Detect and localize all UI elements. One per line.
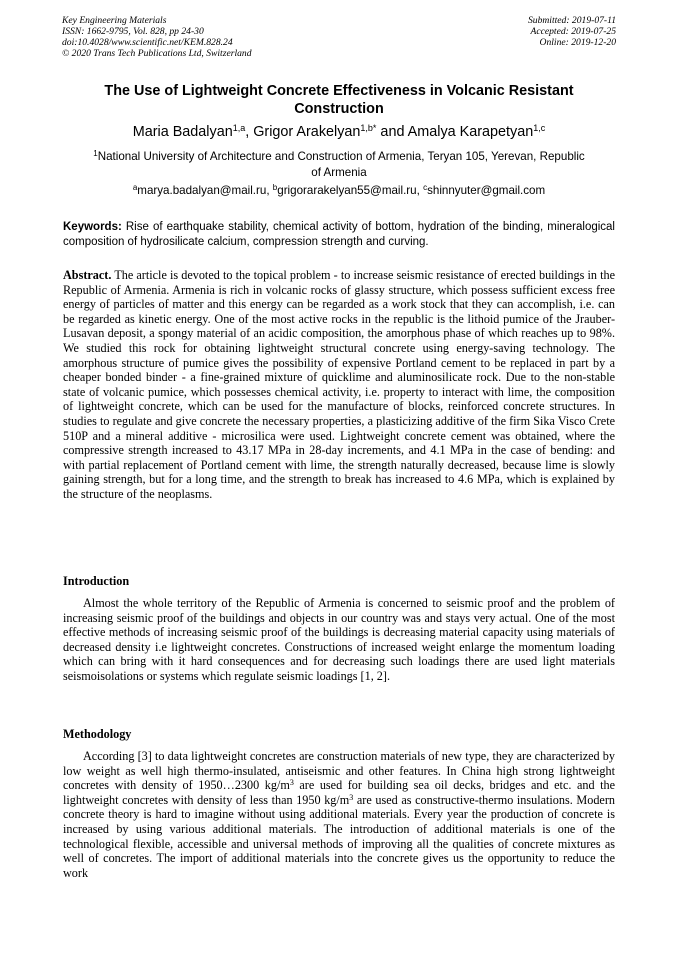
email-link[interactable]: marya.badalyan@mail.ru	[137, 184, 267, 197]
journal-info	[62, 15, 252, 59]
email-superscript: c	[423, 183, 428, 192]
abstract-label: Abstract.	[63, 268, 112, 282]
journal-name: Key Engineering Materials	[62, 15, 167, 26]
email-superscript: a	[132, 183, 138, 192]
affiliation-superscript: 1	[93, 149, 98, 158]
author-superscript: 1,b*	[360, 123, 377, 133]
author-superscript: 1,a	[232, 123, 246, 133]
submission-dates	[528, 15, 616, 48]
journal-copyright: © 2020 Trans Tech Publications Ltd, Switzerland	[62, 48, 252, 59]
methodology-heading: Methodology	[63, 727, 132, 741]
abstract-text: The article is devoted to the topical problem - to increase seismic resistance of erected buildings in the Republic of Armenia. Armenia is rich in volcanic rocks of glassy structure, which possess sufficient excess free energy of particles of matter and this energy can be regarded as a work stock that they can accomplish, i.e. can be regarded as kinetic energy. One of the most active rocks in the republic is the lithoid pumice of the Jrauber-Lusavan deposit, a spongy material of an acidic composition, the amorphous phase of which reaches up to 98%. We studied this rock for obtaining lightweight structural concrete using energy-saving technology. The amorphous structure of pumice gives the possibility of expensive Portland cement to be replaced in part by a cheaper bonded binder - a fine-grained mixture of quicklime and aluminosilicate rock. Due to the non-stable state of volcanic pumice, which possesses chemical activity, i.e. property to interact with lime, the composition of lightweight concrete, which can be used for the manufacture of blocks, reinforced concrete structures. In studies to regulate and give concrete the necessary properties, a plasticizing additive of the firm Sika Visco Crete 510P and a mineral additive - microsilica were used. Lightweight concrete cement was obtained, where the compressive strength increased to 43.17 MPa in 28-day increments, and 4.1 MPa in the case of bending: and with partial replacement of Portland cement with lime, the strength naturally decreased, because lime is slowly gaining strength, but for a long time, and the strength to break has increased to 4.6 MPa, which is explained by the structure of the neoplasms.	[63, 268, 615, 501]
email-link[interactable]: shinnyuter@gmail.com	[427, 184, 546, 197]
introduction-paragraph: Almost the whole territory of the Republic of Armenia is concerned to seismic proof and the problem of increasing seismic proof of the buildings and objects in our country was and stays very actual. One of the most effective methods of increasing seismic proof of the buildings is decreasing material capacity using materials of decreased density i.e lightweight concretes. Constructions of increased weight enlarge the momentum loading which can bring with it hard consequences and for decreasing such loadings there are used light materials seismoisolations or systems which regulate seismic loadings [1, 2].	[63, 596, 615, 683]
affiliation-text: National University of Architecture and Construction of Armenia, Teryan 105, Yerevan, Republic of Armenia	[97, 150, 585, 179]
accepted-date: Accepted: 2019-07-25	[530, 26, 616, 37]
methodology-paragraph	[63, 749, 615, 880]
author-superscript: 1,c	[533, 123, 546, 133]
introduction-heading: Introduction	[63, 574, 130, 588]
author-name: Amalya Karapetyan	[407, 124, 534, 140]
online-date: Online: 2019-12-20	[539, 37, 616, 48]
keywords-text: Rise of earthquake stability, chemical activity of bottom, hydration of the binding, mineralogical composition of hydrosilicate calcium, compression strength and curving.	[63, 221, 615, 248]
email-separator: ,	[416, 184, 424, 197]
keywords-label: Keywords:	[63, 221, 122, 233]
paper-title: The Use of Lightweight Concrete Effectiveness in Volcanic Resistant Construction	[104, 83, 574, 117]
email-superscript: b	[272, 183, 278, 192]
author-separator: ,	[245, 124, 254, 140]
journal-issn: ISSN: 1662-9795, Vol. 828, pp 24-30	[62, 26, 204, 37]
email-link[interactable]: grigorarakelyan55@mail.ru	[277, 184, 417, 197]
submitted-date: Submitted: 2019-07-11	[527, 15, 616, 26]
author-name: Maria Badalyan	[132, 124, 233, 140]
author-name: Grigor Arakelyan	[253, 124, 361, 140]
author-separator: and	[376, 124, 408, 140]
methodology-text: are used as constructive-thermo insulations. Modern concrete theory is hard to imagine without using additional materials. Every year the production of concrete is increased by using various additional materials. The introduction of additional materials is one of the technological flexible, accessible and universal methods of improving all the qualities of concrete mixtures as well of concretes. The import of additional materials into the concrete gives us the opportunity to reduce the work	[63, 792, 615, 880]
email-list	[0, 183, 678, 199]
unit-superscript: 3	[289, 778, 294, 788]
abstract-paragraph	[63, 268, 615, 502]
methodology-text: According [3] to data lightweight concretes are construction materials of new type, they are characterized by low weight as well high thermo-insulated, antiseismic and other features. In China high strong lightweight concretes with density of 1950…2300 kg/m	[63, 749, 615, 793]
keywords-paragraph	[63, 220, 615, 249]
affiliation	[90, 149, 588, 180]
journal-doi: doi:10.4028/www.scientific.net/KEM.828.24	[62, 37, 233, 48]
methodology-text: are used for building sea oil decks, bridges and etc. and the lightweight concretes with density of less than 1950 kg/m	[63, 778, 616, 807]
author-list	[0, 123, 678, 141]
unit-superscript: 3	[349, 792, 354, 802]
email-separator: ,	[266, 184, 273, 197]
